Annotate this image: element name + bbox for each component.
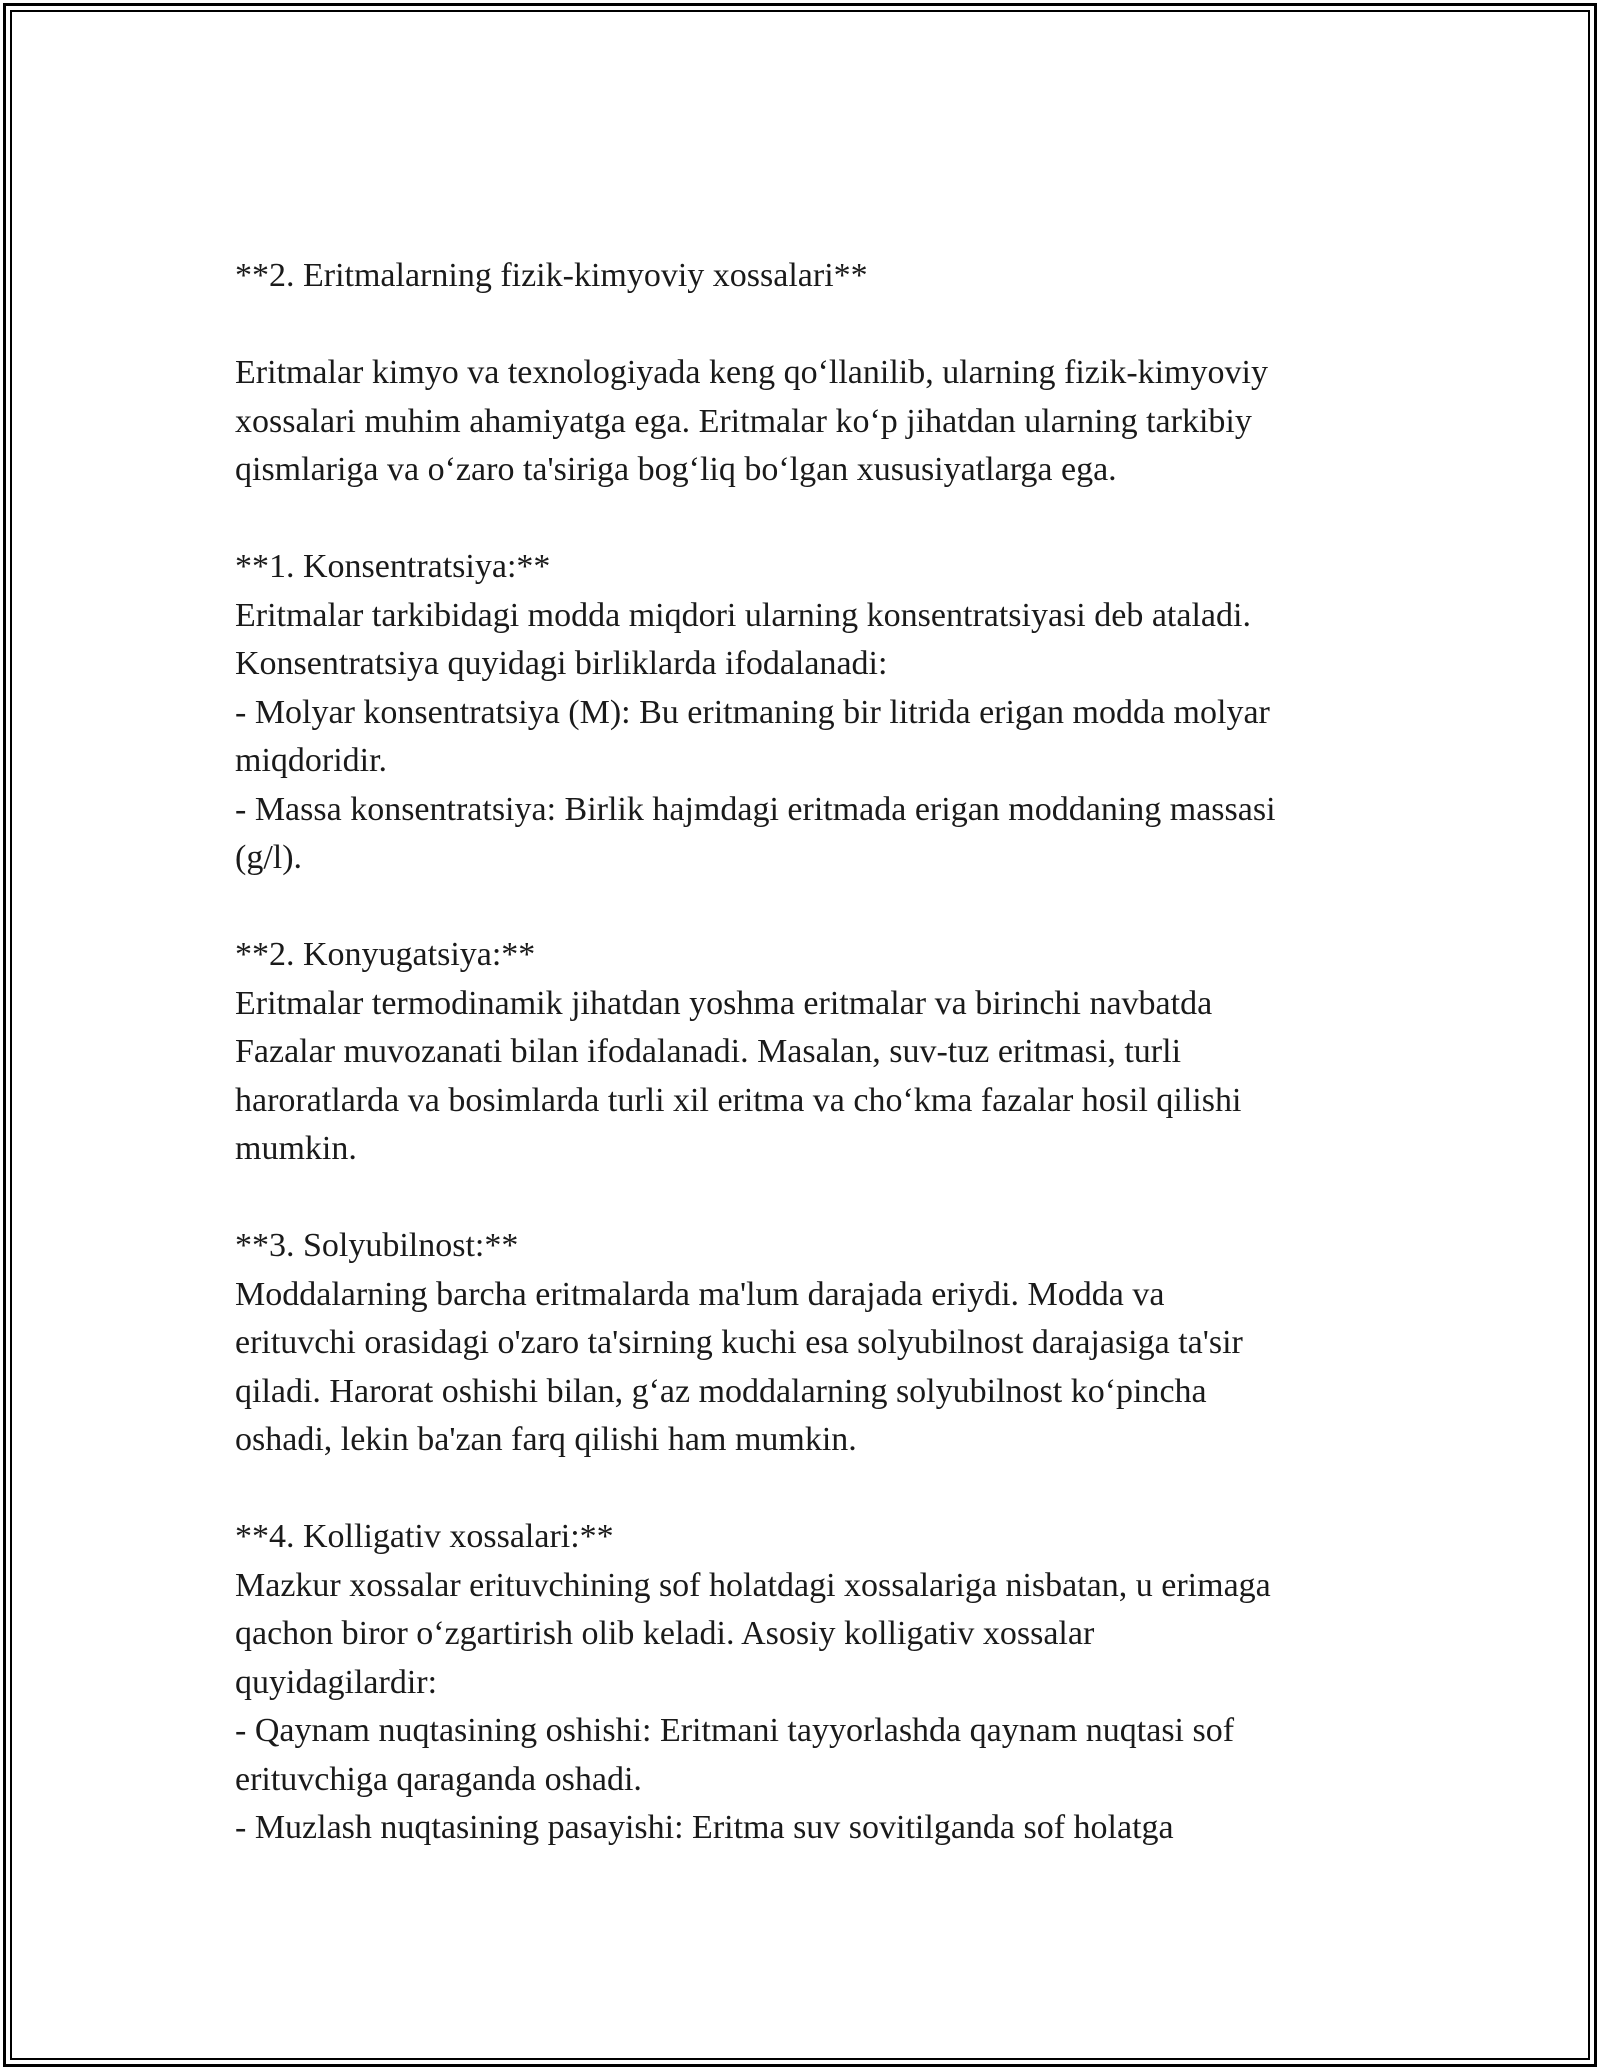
paragraph-line: qachon biror o‘zgartirish olib keladi. Asosiy kolligativ xossalar bbox=[235, 1615, 1095, 1652]
list-item-line: miqdoridir. bbox=[235, 742, 388, 779]
paragraph-line: qiladi. Harorat oshishi bilan, g‘az moddalarning solyubilnost ko‘pincha bbox=[235, 1372, 1207, 1410]
section-kolligativ bbox=[235, 1513, 1365, 1853]
paragraph-line: Mazkur xossalar erituvchining sof holatdagi xossalariga nisbatan, u erimaga bbox=[235, 1566, 1271, 1604]
paragraph-line: xossalari muhim ahamiyatga ega. Eritmalar ko‘p jihatdan ularning tarkibiy bbox=[235, 402, 1252, 440]
list-item-line: - Massa konsentratsiya: Birlik hajmdagi eritmada erigan moddaning massasi bbox=[235, 790, 1276, 828]
spacer bbox=[235, 301, 1365, 350]
paragraph-line: qismlariga va o‘zaro ta'siriga bog‘liq bo‘lgan xususiyatlarga ega. bbox=[235, 451, 1117, 488]
spacer bbox=[235, 1465, 1365, 1514]
paragraph-line: oshadi, lekin ba'zan farq qilishi ham mumkin. bbox=[235, 1421, 857, 1458]
list-item-line: - Qaynam nuqtasining oshishi: Eritmani tayyorlashda qaynam nuqtasi sof bbox=[235, 1712, 1235, 1749]
paragraph-line: Eritmalar termodinamik jihatdan yoshma eritmalar va birinchi navbatda bbox=[235, 984, 1213, 1022]
paragraph-line: Fazalar muvozanati bilan ifodalanadi. Masalan, suv-tuz eritmasi, turli bbox=[235, 1033, 1182, 1070]
list-item-line: erituvchiga qaraganda oshadi. bbox=[235, 1760, 642, 1798]
list-item-line: (g/l). bbox=[235, 839, 303, 876]
paragraph-line: haroratlarda va bosimlarda turli xil eritma va cho‘kma fazalar hosil qilishi bbox=[235, 1081, 1242, 1119]
section-heading: **4. Kolligativ xossalari:** bbox=[235, 1518, 614, 1555]
section-solyubilnost bbox=[235, 1222, 1365, 1465]
section-heading: **1. Konsentratsiya:** bbox=[235, 548, 551, 585]
paragraph-line: Moddalarning barcha eritmalarda ma'lum darajada eriydi. Modda va bbox=[235, 1275, 1165, 1313]
section-konyugatsiya bbox=[235, 931, 1365, 1174]
spacer bbox=[235, 1174, 1365, 1223]
section-konsentratsiya bbox=[235, 543, 1365, 883]
spacer bbox=[235, 495, 1365, 544]
section-heading: **2. Konyugatsiya:** bbox=[235, 936, 536, 973]
paragraph-line: erituvchi orasidagi o'zaro ta'sirning kuchi esa solyubilnost darajasiga ta'sir bbox=[235, 1324, 1243, 1361]
spacer bbox=[235, 883, 1365, 932]
paragraph-line: mumkin. bbox=[235, 1130, 357, 1167]
document-title: **2. Eritmalarning fizik-kimyoviy xossalari** bbox=[235, 257, 868, 294]
list-item-line: - Muzlash nuqtasining pasayishi: Eritma suv sovitilganda sof holatga bbox=[235, 1809, 1174, 1846]
document-body bbox=[235, 252, 1365, 1853]
intro-paragraph bbox=[235, 349, 1365, 495]
paragraph-line: Eritmalar kimyo va texnologiyada keng qo‘llanilib, ularning fizik-kimyoviy bbox=[235, 354, 1268, 391]
paragraph-line: Eritmalar tarkibidagi modda miqdori ularning konsentratsiyasi deb ataladi. bbox=[235, 596, 1251, 634]
section-heading: **3. Solyubilnost:** bbox=[235, 1227, 519, 1264]
paragraph-line: Konsentratsiya quyidagi birliklarda ifodalanadi: bbox=[235, 645, 888, 682]
list-item-line: - Molyar konsentratsiya (M): Bu eritmaning bir litrida erigan modda molyar bbox=[235, 693, 1270, 731]
paragraph-line: quyidagilardir: bbox=[235, 1663, 438, 1701]
